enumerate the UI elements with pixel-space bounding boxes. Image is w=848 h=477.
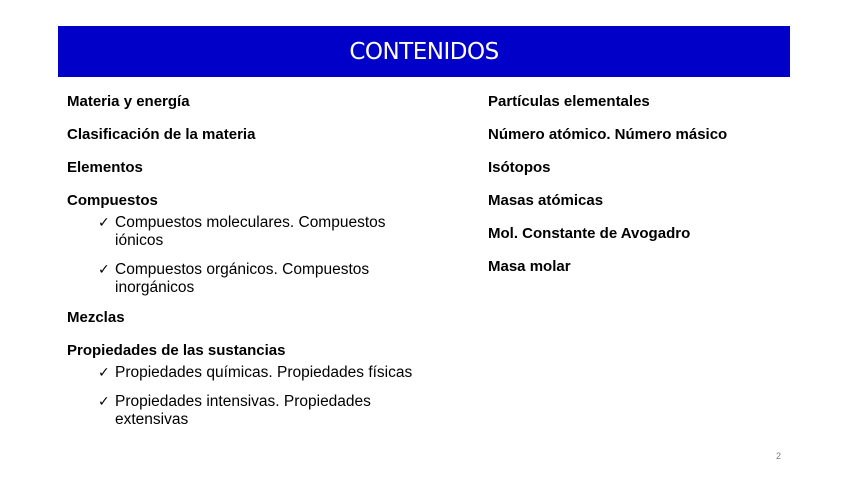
subitem-line: Propiedades químicas. Propiedades físicas: [115, 364, 413, 381]
topic-mol-avogadro: Mol. Constante de Avogadro: [488, 225, 691, 242]
topic-compuestos: Compuestos: [67, 192, 158, 209]
topic-mezclas: Mezclas: [67, 309, 125, 326]
topic-particulas: Partículas elementales: [488, 93, 650, 110]
checkmark-icon: ✓: [98, 215, 110, 231]
topic-masas-atomicas: Masas atómicas: [488, 192, 604, 209]
topic-isotopos: Isótopos: [488, 159, 551, 176]
subitem-line: inorgánicos: [115, 279, 195, 296]
checkmark-icon: ✓: [98, 365, 110, 381]
checkmark-icon: ✓: [98, 394, 110, 410]
page-number: 2: [776, 451, 782, 461]
topic-elementos: Elementos: [67, 159, 143, 176]
topic-masa-molar: Masa molar: [488, 258, 571, 275]
subitem-line: Compuestos orgánicos. Compuestos: [115, 261, 370, 278]
topic-propiedades: Propiedades de las sustancias: [67, 342, 286, 359]
checkmark-icon: ✓: [98, 262, 110, 278]
slide-title: CONTENIDOS: [349, 38, 499, 65]
compuestos-sublist: [67, 214, 447, 297]
propiedades-sublist: [67, 364, 447, 429]
subitem-line: Propiedades intensivas. Propiedades: [115, 393, 371, 410]
topic-clasificacion: Clasificación de la materia: [67, 126, 256, 143]
subitem-compuestos-moleculares: [67, 214, 425, 250]
subitem-compuestos-organicos: [67, 261, 425, 297]
right-column: [488, 93, 818, 291]
subitem-propiedades-intensivas: [67, 393, 425, 429]
topic-numero-atomico: Número atómico. Número másico: [488, 126, 728, 143]
subitem-line: Compuestos moleculares. Compuestos: [115, 214, 386, 231]
title-bar: [58, 26, 790, 77]
subitem-propiedades-quimicas: [67, 364, 425, 382]
topic-materia-energia: Materia y energía: [67, 93, 190, 110]
subitem-line: extensivas: [115, 411, 189, 428]
left-column: [67, 93, 447, 441]
subitem-line: iónicos: [115, 232, 164, 249]
